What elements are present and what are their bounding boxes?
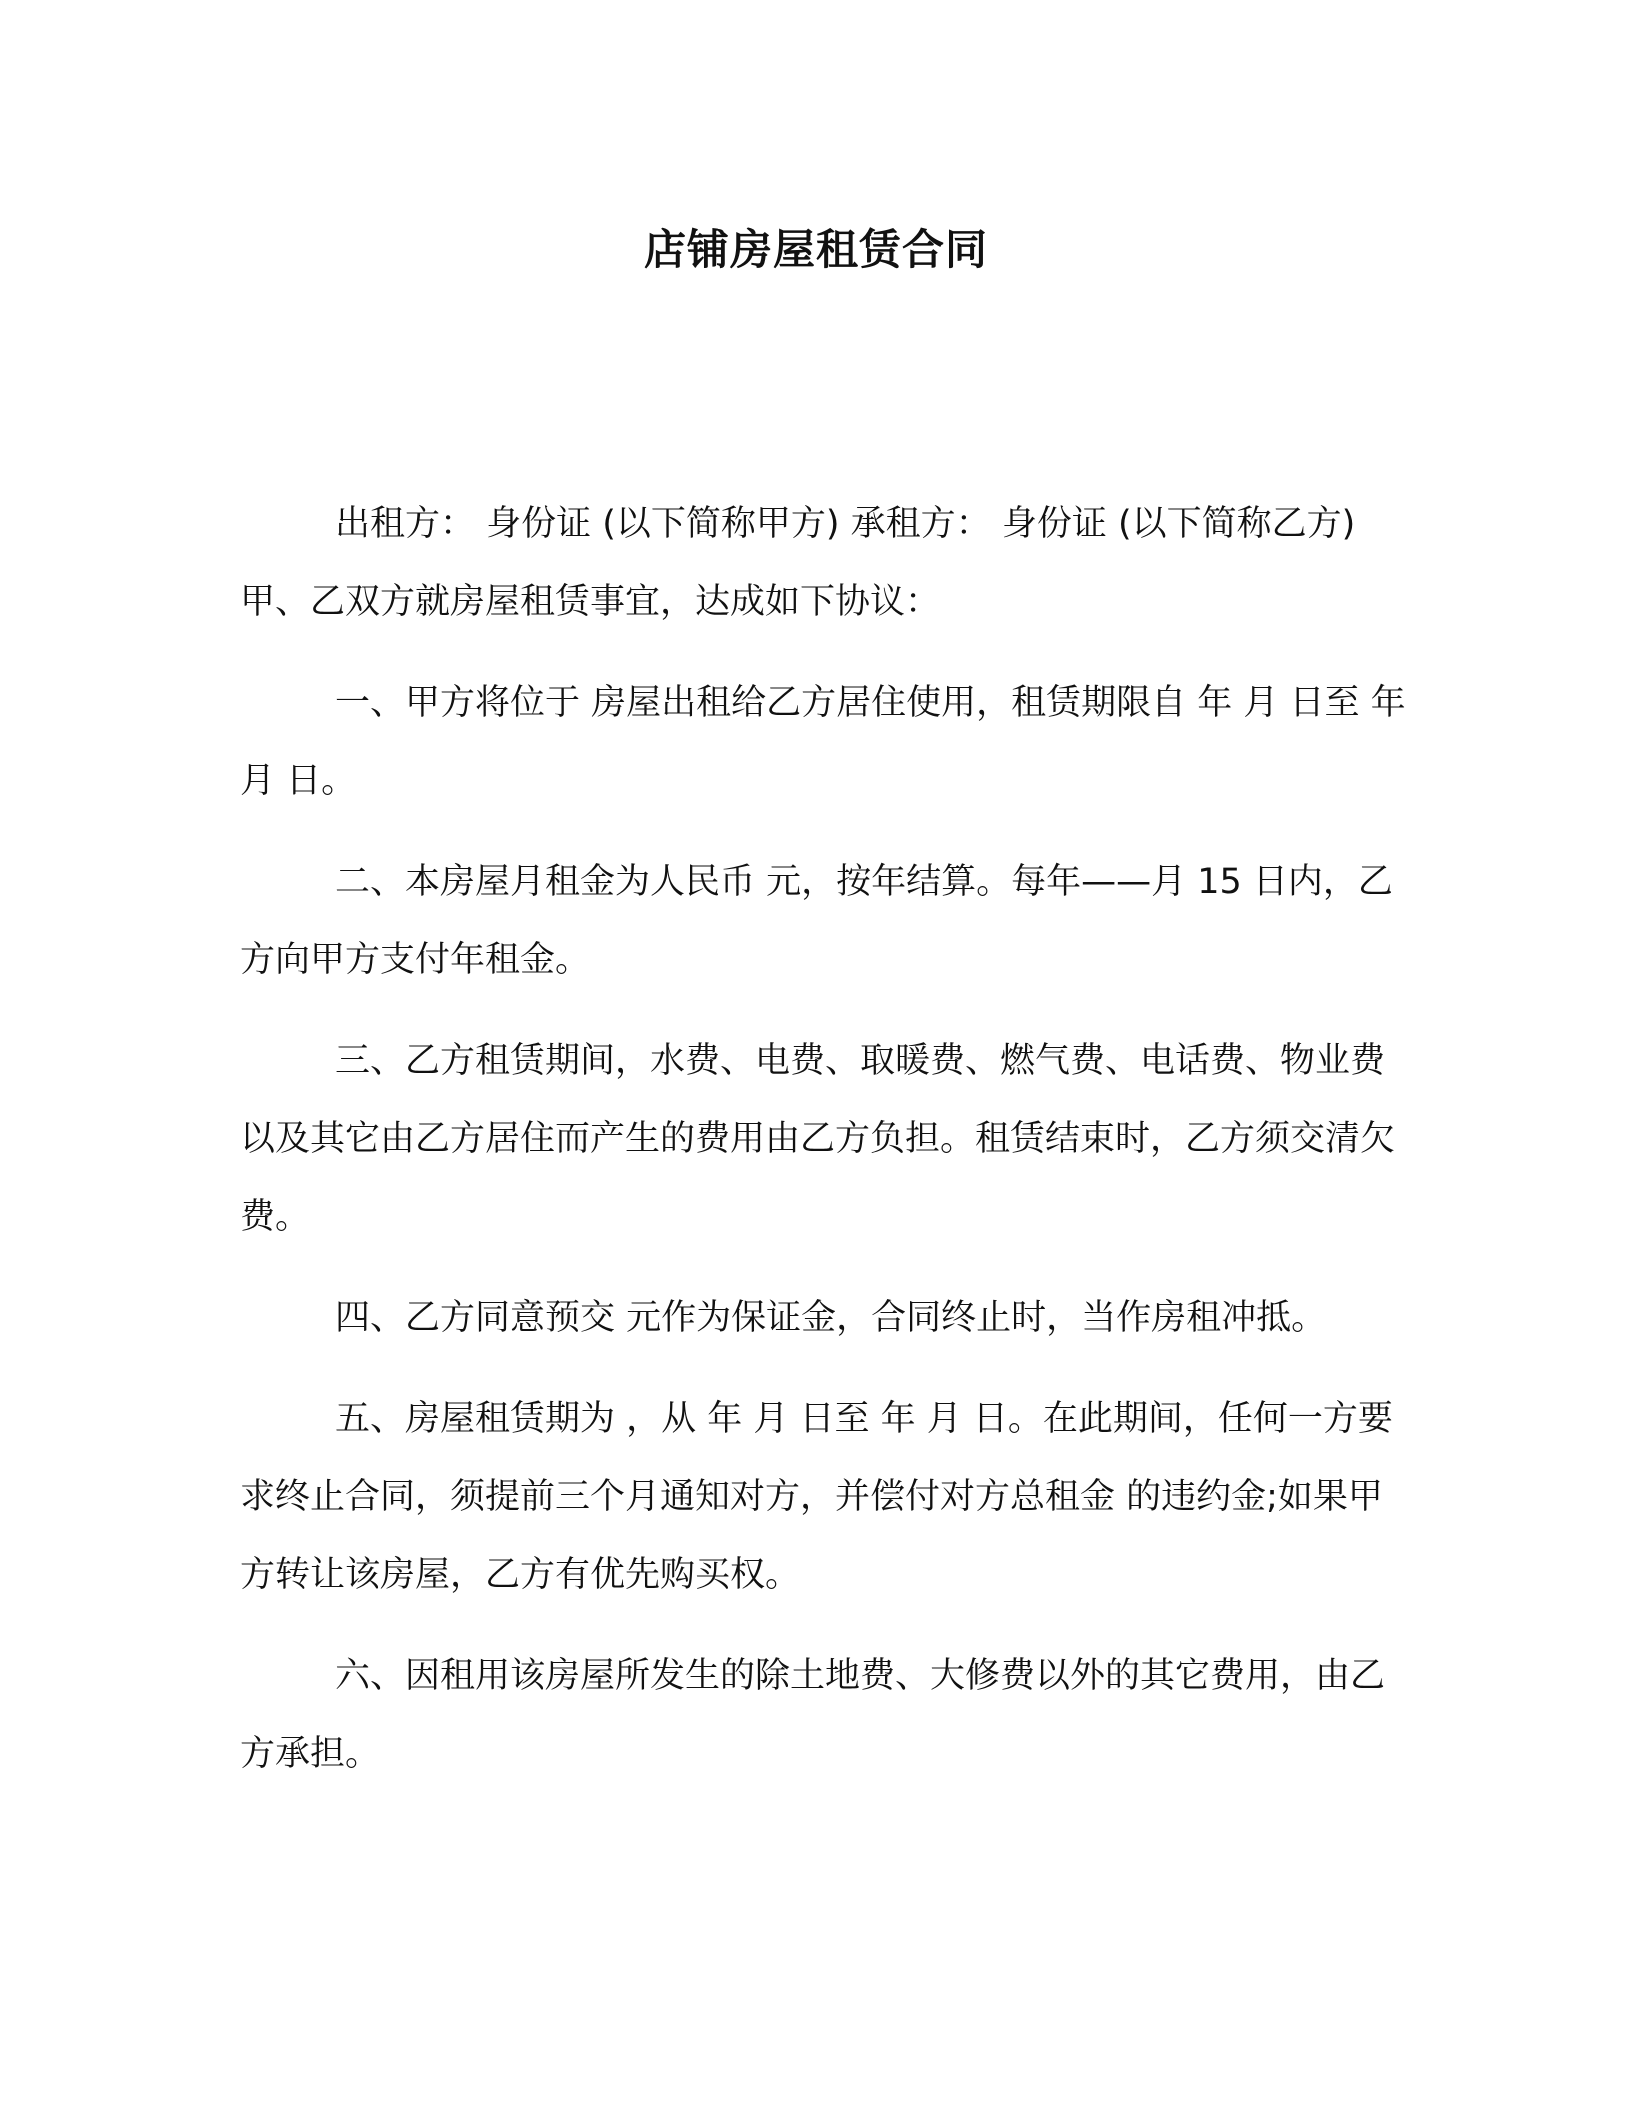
- clause-4: 四、乙方同意预交 元作为保证金，合同终止时，当作房租冲抵。: [335, 1298, 1327, 1338]
- document-body: [240, 485, 1410, 1816]
- parties-paragraph: 出租方： 身份证 (以下简称甲方) 承租方： 身份证 (以下简称乙方) 甲、乙双方就房屋租赁事宜，达成如下协议：: [240, 504, 1356, 622]
- clause-1: 一、甲方将位于 房屋出租给乙方居住使用，租赁期限自 年 月 日至 年 月 日。: [240, 683, 1406, 801]
- clause-3: 三、乙方租赁期间，水费、电费、取暖费、燃气费、电话费、物业费以及其它由乙方居住而产生的费用由乙方负担。租赁结束时，乙方须交清欠费。: [240, 1041, 1396, 1237]
- document-title: 店铺房屋租赁合同: [643, 225, 988, 274]
- clause-5: 五、房屋租赁期为 ，从 年 月 日至 年 月 日。在此期间，任何一方要求终止合同，须提前三个月通知对方，并偿付对方总租金 的违约金;如果甲方转让该房屋，乙方有优先购买权。: [240, 1399, 1393, 1595]
- clause-2: 二、本房屋月租金为人民币 元，按年结算。每年——月 15 日内，乙方向甲方支付年租金。: [240, 862, 1393, 980]
- clause-6: 六、因租用该房屋所发生的除土地费、大修费以外的其它费用，由乙方承担。: [240, 1656, 1386, 1774]
